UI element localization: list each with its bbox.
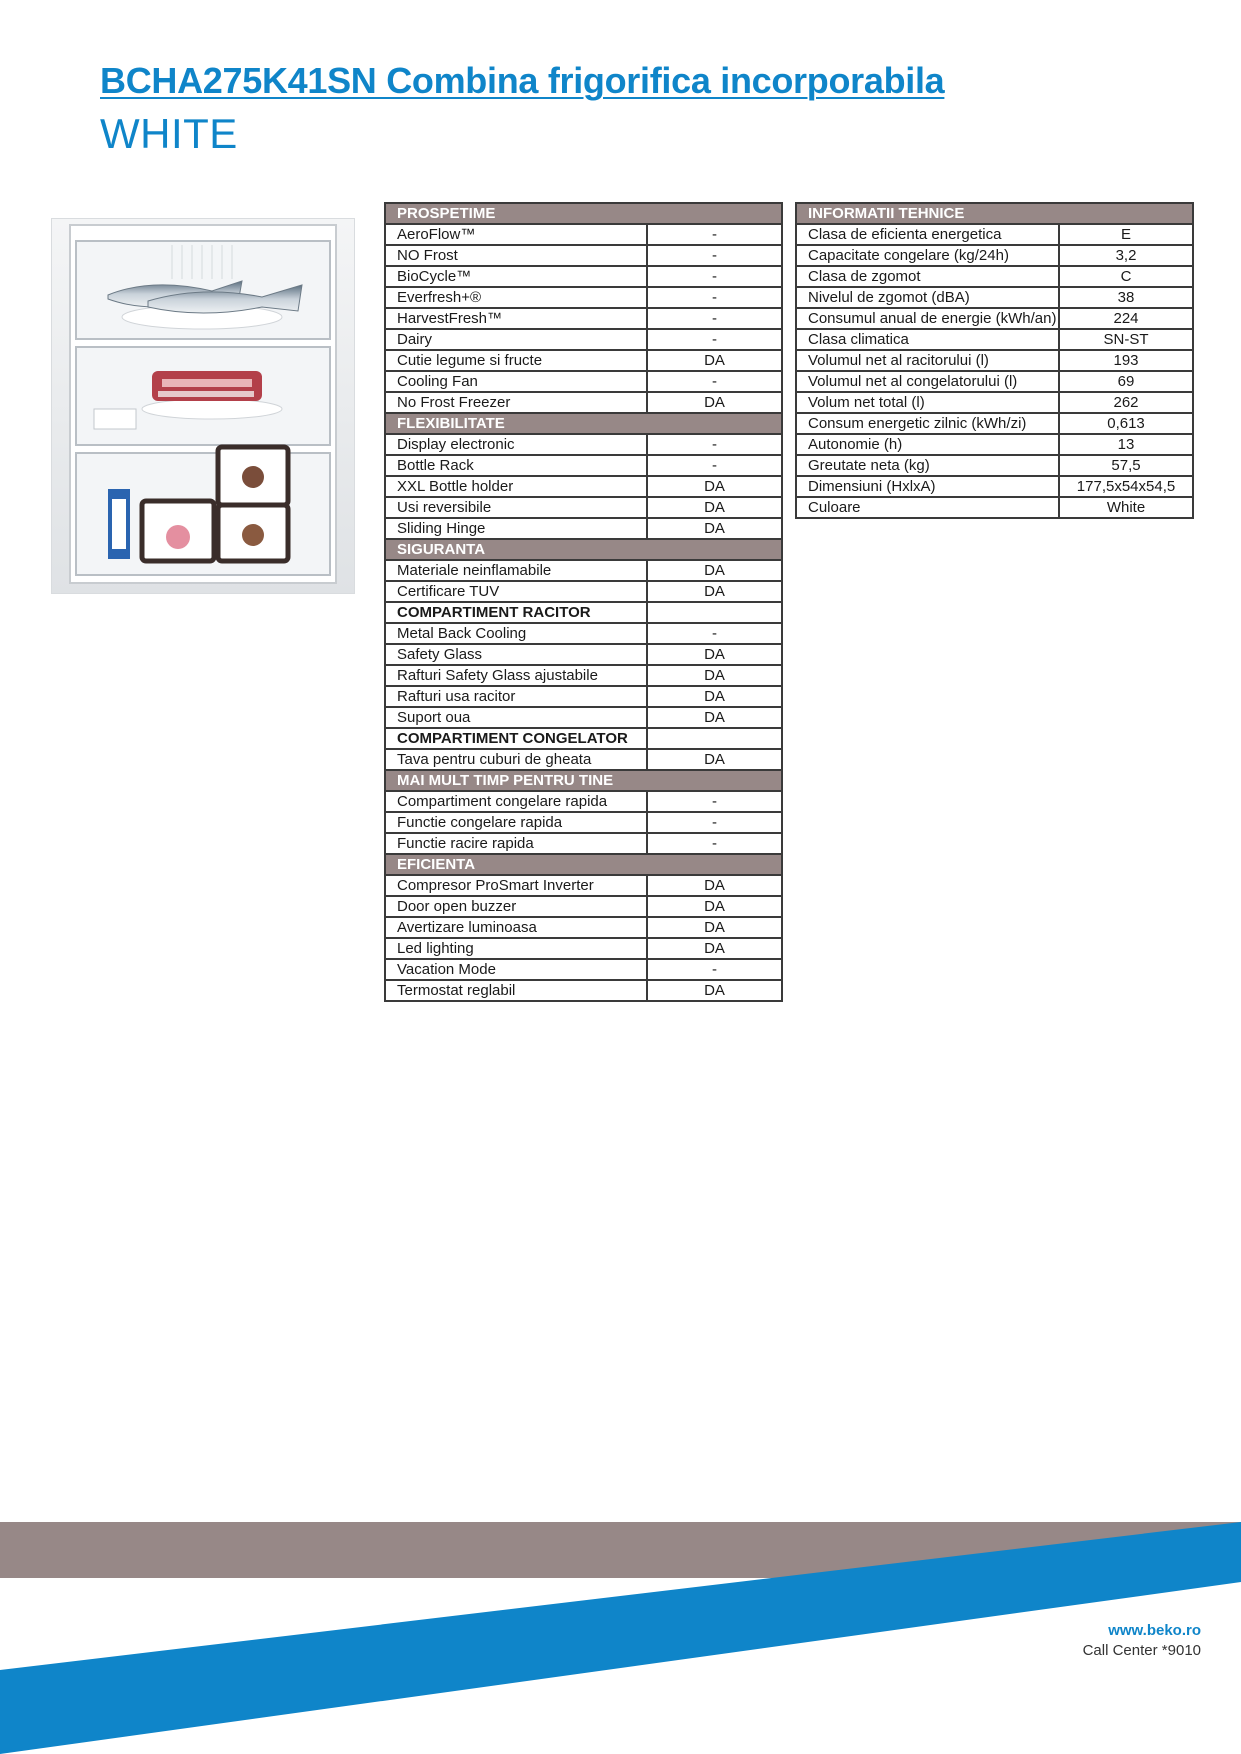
row-label: Functie congelare rapida bbox=[385, 812, 647, 833]
row-label: Volumul net al congelatorului (l) bbox=[796, 371, 1059, 392]
row-label: Display electronic bbox=[385, 434, 647, 455]
row-label: Metal Back Cooling bbox=[385, 623, 647, 644]
call-center: Call Center *9010 bbox=[1082, 1642, 1201, 1659]
row-value: DA bbox=[647, 518, 782, 539]
row-value: White bbox=[1059, 497, 1193, 518]
website-link[interactable]: www.beko.ro bbox=[1108, 1622, 1201, 1639]
row-label: Volum net total (l) bbox=[796, 392, 1059, 413]
row-label: Dimensiuni (HxlxA) bbox=[796, 476, 1059, 497]
row-value: DA bbox=[647, 497, 782, 518]
row-value: DA bbox=[647, 749, 782, 770]
row-value: 262 bbox=[1059, 392, 1193, 413]
row-label: COMPARTIMENT RACITOR bbox=[385, 602, 647, 623]
row-value: 38 bbox=[1059, 287, 1193, 308]
row-value: DA bbox=[647, 476, 782, 497]
row-label: Culoare bbox=[796, 497, 1059, 518]
row-label: Suport oua bbox=[385, 707, 647, 728]
section-header-label: INFORMATII TEHNICE bbox=[796, 203, 1193, 224]
row-label: Door open buzzer bbox=[385, 896, 647, 917]
row-value: - bbox=[647, 371, 782, 392]
row-value: DA bbox=[647, 644, 782, 665]
row-label: Cutie legume si fructe bbox=[385, 350, 647, 371]
row-label: Bottle Rack bbox=[385, 455, 647, 476]
row-label: Termostat reglabil bbox=[385, 980, 647, 1001]
row-value: - bbox=[647, 623, 782, 644]
row-value: DA bbox=[647, 917, 782, 938]
row-value: - bbox=[647, 791, 782, 812]
row-label: Everfresh+® bbox=[385, 287, 647, 308]
row-value: - bbox=[647, 308, 782, 329]
section-header-label: EFICIENTA bbox=[385, 854, 782, 875]
row-label: Clasa de eficienta energetica bbox=[796, 224, 1059, 245]
row-value: DA bbox=[647, 560, 782, 581]
row-value: - bbox=[647, 455, 782, 476]
row-value: - bbox=[647, 287, 782, 308]
section-header-label: SIGURANTA bbox=[385, 539, 782, 560]
row-value: SN-ST bbox=[1059, 329, 1193, 350]
row-label: Vacation Mode bbox=[385, 959, 647, 980]
row-value: DA bbox=[647, 875, 782, 896]
row-label: Functie racire rapida bbox=[385, 833, 647, 854]
row-label: Avertizare luminoasa bbox=[385, 917, 647, 938]
row-label: Led lighting bbox=[385, 938, 647, 959]
row-label: Consumul anual de energie (kWh/an) bbox=[796, 308, 1059, 329]
row-label: Clasa climatica bbox=[796, 329, 1059, 350]
row-value: - bbox=[647, 245, 782, 266]
row-value: DA bbox=[647, 665, 782, 686]
row-label: Nivelul de zgomot (dBA) bbox=[796, 287, 1059, 308]
row-label: HarvestFresh™ bbox=[385, 308, 647, 329]
row-label: Greutate neta (kg) bbox=[796, 455, 1059, 476]
row-value: 3,2 bbox=[1059, 245, 1193, 266]
row-value: 177,5x54x54,5 bbox=[1059, 476, 1193, 497]
row-value: DA bbox=[647, 392, 782, 413]
row-label: No Frost Freezer bbox=[385, 392, 647, 413]
section-header-label: MAI MULT TIMP PENTRU TINE bbox=[385, 770, 782, 791]
row-value: - bbox=[647, 812, 782, 833]
row-value: 13 bbox=[1059, 434, 1193, 455]
row-label: Volumul net al racitorului (l) bbox=[796, 350, 1059, 371]
row-label: Autonomie (h) bbox=[796, 434, 1059, 455]
row-label: Safety Glass bbox=[385, 644, 647, 665]
row-value: - bbox=[647, 224, 782, 245]
row-label: Compartiment congelare rapida bbox=[385, 791, 647, 812]
row-label: NO Frost bbox=[385, 245, 647, 266]
row-label: AeroFlow™ bbox=[385, 224, 647, 245]
row-label: Rafturi Safety Glass ajustabile bbox=[385, 665, 647, 686]
row-value: - bbox=[647, 434, 782, 455]
section-header-label: PROSPETIME bbox=[385, 203, 782, 224]
row-value: 0,613 bbox=[1059, 413, 1193, 434]
row-value: 224 bbox=[1059, 308, 1193, 329]
row-value: 193 bbox=[1059, 350, 1193, 371]
row-value: - bbox=[647, 266, 782, 287]
row-value: C bbox=[1059, 266, 1193, 287]
row-label: Usi reversibile bbox=[385, 497, 647, 518]
row-value: DA bbox=[647, 938, 782, 959]
row-label: COMPARTIMENT CONGELATOR bbox=[385, 728, 647, 749]
row-label: Rafturi usa racitor bbox=[385, 686, 647, 707]
row-label: BioCycle™ bbox=[385, 266, 647, 287]
page-title: BCHA275K41SN Combina frigorifica incorporabila bbox=[100, 60, 945, 101]
row-label: Consum energetic zilnic (kWh/zi) bbox=[796, 413, 1059, 434]
row-value: - bbox=[647, 833, 782, 854]
row-value: DA bbox=[647, 980, 782, 1001]
row-label: Compresor ProSmart Inverter bbox=[385, 875, 647, 896]
row-label: Capacitate congelare (kg/24h) bbox=[796, 245, 1059, 266]
row-value: 57,5 bbox=[1059, 455, 1193, 476]
row-label: Sliding Hinge bbox=[385, 518, 647, 539]
section-header-label: FLEXIBILITATE bbox=[385, 413, 782, 434]
row-label: XXL Bottle holder bbox=[385, 476, 647, 497]
row-value: DA bbox=[647, 707, 782, 728]
row-value: DA bbox=[647, 350, 782, 371]
row-value: DA bbox=[647, 686, 782, 707]
row-value: - bbox=[647, 959, 782, 980]
row-value: DA bbox=[647, 896, 782, 917]
row-label: Certificare TUV bbox=[385, 581, 647, 602]
page-subtitle: WHITE bbox=[100, 110, 238, 157]
row-label: Dairy bbox=[385, 329, 647, 350]
row-value: DA bbox=[647, 581, 782, 602]
row-label: Clasa de zgomot bbox=[796, 266, 1059, 287]
row-label: Materiale neinflamabile bbox=[385, 560, 647, 581]
row-value: 69 bbox=[1059, 371, 1193, 392]
row-label: Cooling Fan bbox=[385, 371, 647, 392]
row-value: E bbox=[1059, 224, 1193, 245]
row-label: Tava pentru cuburi de gheata bbox=[385, 749, 647, 770]
row-value: - bbox=[647, 329, 782, 350]
